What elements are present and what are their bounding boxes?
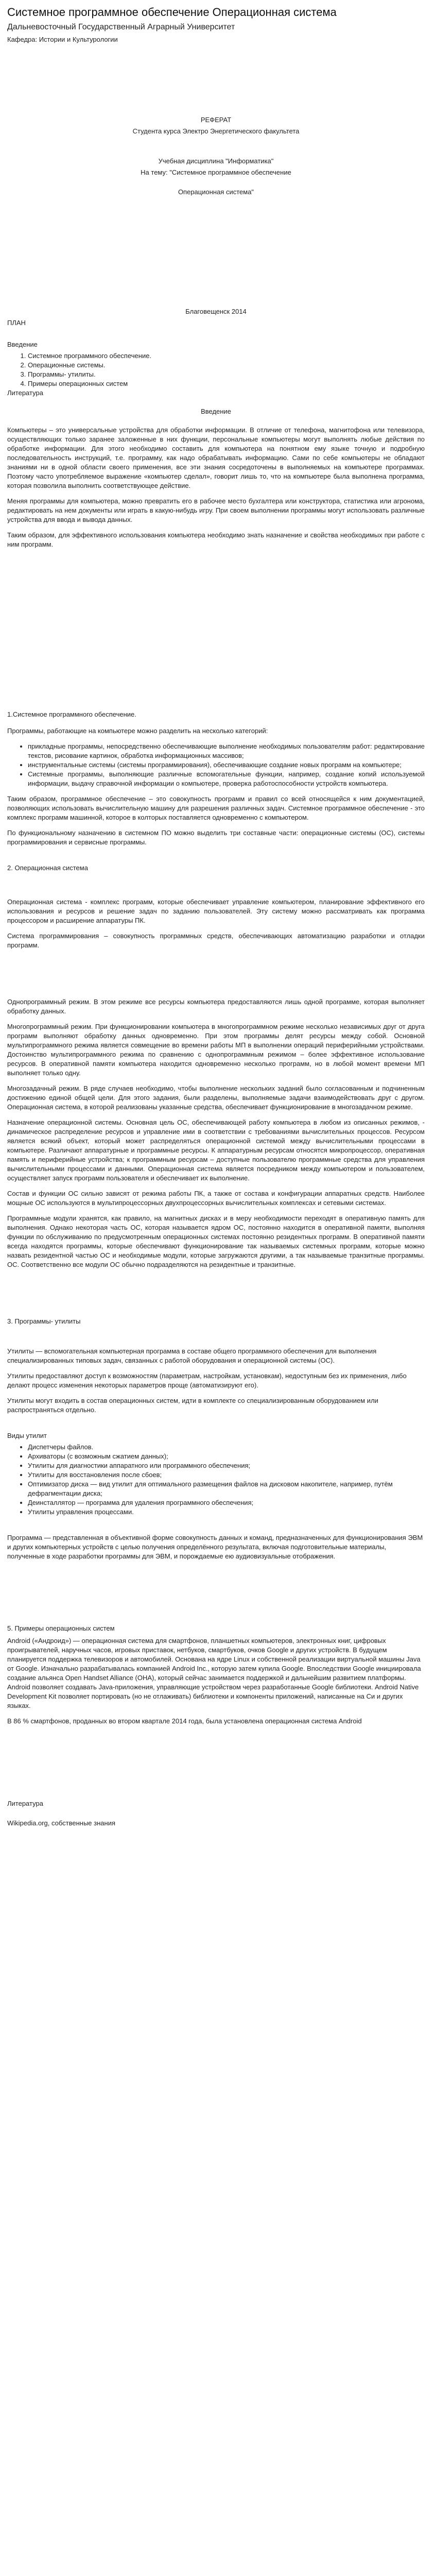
section3-paragraph: Утилиты — вспомогательная компьютерная программа в составе общего программного обеспечения для выполнения специализированных типовых задач, связанных с работой оборудования и операционной системы (ОС). xyxy=(7,1347,377,1364)
list-item: • Утилиты управления процессами. xyxy=(28,1507,425,1517)
utility-kinds-list xyxy=(7,1443,425,1517)
section1-paragraph: Программы, работающие на компьютере можно разделить на несколько категорий: xyxy=(7,727,268,735)
discipline-line: Учебная дисциплина "Информатика" xyxy=(158,157,274,165)
section2-paragraph: Программные модули хранятся, как правило, на магнитных дисках и в меру необходимости переходят в оперативную память для выполнения. Однако некоторая часть ОС, которая называется ядром ОС, постоянно находится в оперативной памяти, выполняя функции по обслуживанию по предусмотренным операционных системах постоянно резидентных программ. В оперативной памяти всегда находятся программы, которые обеспечивают функционирование так называемых системных программ, которые можно назвать резидентной частью ОС и необходимые модули, которые загружаются другими, а так называемые транзитные программы. ОС. Соответственно все модули ОС обычно подразделяются на резидентные и транзитные. xyxy=(7,1214,425,1268)
list-item: • Утилиты для восстановления после сбоев; xyxy=(28,1470,425,1480)
list-item: • Деинсталлятор — программа для удаления программного обеспечения; xyxy=(28,1498,425,1507)
section5-paragraph: В 86 % смартфонов, проданных во втором квартале 2014 года, была установлена операционная система Android xyxy=(7,1717,362,1725)
list-item: • Утилиты для диагностики аппаратного или программного обеспечения; xyxy=(28,1461,425,1470)
section1-paragraph: По функциональному назначению в системном ПО можно выделить три составные части: операционные системы (ОС), системы программирования и сервисные программы. xyxy=(7,829,425,846)
section2-paragraph: Многопрограммный режим. При функционировании компьютера в многопрограммном режиме несколько независимых друг от друга программ выполняют обработку данных одновременно. При этом программы делят ресурсы между собой. Основной мультипрограммного режима является совмещение во времени работы МП в выполнении операций периферийными устройствами. Достоинство мультипрограммного режима по сравнению с однопрограммным режимом – более эффективное использование ресурсов. В оперативной памяти компьютера находится одновременно несколько программ, но в любой момент времени МП выполняет только одну. xyxy=(7,1023,425,1077)
report-label: РЕФЕРАТ xyxy=(200,116,232,124)
spacer xyxy=(7,1276,425,1317)
section2-paragraph: Операционная система - комплекс программ, которые обеспечивает управление компьютером, планирование эффективного его использования и ресурсов и решение задач по заданию пользователей. Эту систему можно рассматривать как программа процессором и расширение аппаратуры ПК. xyxy=(7,898,425,924)
list-item: • прикладные программы, непосредственно обеспечивающие выполнение необходимых пользователям работ: редактирование текстов, рисование картинок, обработка информационных массивов; xyxy=(28,742,425,760)
section2-paragraph: Система программирования – совокупность программных средств, обеспечивающих автоматизацию разработки и отладки программ. xyxy=(7,932,425,949)
spacer xyxy=(7,1421,425,1431)
spacer xyxy=(7,1567,425,1624)
intro-heading: Введение xyxy=(201,408,231,415)
topic-line: На тему: "Системное программное обеспечение xyxy=(141,168,291,176)
spacer xyxy=(7,54,425,115)
toc-item: 3. Программы- утилиты. xyxy=(28,370,425,379)
section3-paragraph: Утилиты предоставляют доступ к возможностям (параметрам, настройкам, установкам), недоступным без их применения, либо делают процесс изменения некоторых параметров проще (автоматизируют его). xyxy=(7,1372,407,1389)
list-item: • Архиваторы (с возможным сжатием данных); xyxy=(28,1452,425,1461)
spacer xyxy=(7,199,425,307)
intro-paragraph: Таким образом, для эффективного использования компьютера необходимо знать назначение и свойства необходимых при работе с ним программ. xyxy=(7,531,425,548)
section5-paragraph: Android («Андроид») — операционная система для смартфонов, планшетных компьютеров, электронных книг, цифровых проигрывателей, наручных часов, игровых приставок, нетбуков, смартбуков, очков Google и других устройств. В будущем планируется поддержка телевизоров и автомобилей. Основана на ядре Linux и собственной реализации виртуальной машины Java от Google. Изначально разрабатывалась компанией Android Inc., которую затем купила Google. Впоследствии Google инициировала создание альянса Open Handset Alliance (OHA), который сейчас занимается поддержкой и дальнейшим развитием платформы. Android позволяет создавать Java-приложения, управляющие устройством через разработанные Google библиотеки. Android Native Development Kit позволяет портировать (но не отлаживать) библиотеки и компоненты приложений, написанные на Си и других языках. xyxy=(7,1637,421,1709)
section1-heading: 1.Системное программного обеспечение. xyxy=(7,710,136,718)
list-item: • инструментальные системы (системы программирования), обеспечивающие создание новых программ на компьютере; xyxy=(28,760,425,770)
student-line: Студента курса Электро Энергетического факультета xyxy=(132,127,300,135)
list-item: • Системные программы, выполняющие различные вспомогательные функции, например, создание копий используемой информации, выдачу справочной информации о компьютере, проверка работоспособности устройств компьютера. xyxy=(28,770,425,788)
spacer xyxy=(7,1523,425,1533)
list-item: • Оптимизатор диска — вид утилит для оптимального размещения файлов на дисковом накопителе, например, путём дефрагментации диска; xyxy=(28,1480,425,1498)
section3-paragraph: Утилиты могут входить в состав операционных систем, идти в комплекте со специализированным оборудованием или распространяться отдельно. xyxy=(7,1397,378,1414)
university-name: Дальневосточный Государственный Аграрный Университет xyxy=(7,23,235,31)
literature-heading: Литература xyxy=(7,1800,43,1807)
plan-heading: ПЛАН xyxy=(7,319,26,327)
section3-heading: 3. Программы- утилиты xyxy=(7,1317,81,1325)
spacer xyxy=(7,956,425,997)
toc-intro: Введение xyxy=(7,341,38,348)
list-item: • Диспетчеры файлов. xyxy=(28,1443,425,1452)
section2-heading: 2. Операционная система xyxy=(7,864,88,872)
program-categories-list xyxy=(7,742,425,788)
section2-paragraph: Состав и функции ОС сильно зависят от режима работы ПК, а также от состава и конфигурации аппаратных средств. Наиболее мощные ОС используются в мультипроцессорных двухпроцессорных вычислительных комплексах и сетевыми системах. xyxy=(7,1190,425,1207)
literature-source: Wikipedia.org, собственные знания xyxy=(7,1819,115,1827)
spacer xyxy=(7,853,425,863)
intro-paragraph: Компьютеры – это универсальные устройства для обработки информации. В отличие от телефона, магнитофона или телевизора, осуществляющих только заранее заложенные в них функции, персональные компьютеры могут выполнять любые действия по обработке информации. Для этого необходимо составить для компьютера на понятном ему языке точную и подробную последовательность инструкций, т.е. программу, как надо обрабатывать информацию. Сами по себе компьютеры не обладают знаниями ни в одной области своего применения, все эти знания сосредоточены в выполняемых на компьютере программах. Поэтому часто употребляемое выражение «компьютер сделал», говорит лишь то, что на компьютере была выполнена программа, которая позволила выполнить соответствующее действие. xyxy=(7,426,425,489)
toc-literature: Литература xyxy=(7,389,43,397)
city-year: Благовещенск 2014 xyxy=(185,308,247,315)
toc-list xyxy=(7,351,425,388)
section5-heading: 5. Примеры операционных систем xyxy=(7,1624,115,1632)
section2-paragraph: Однопрограммный режим. В этом режиме все ресурсы компьютера предоставляются лишь одной программе, которая выполняет обработку данных. xyxy=(7,998,425,1015)
utility-kinds-heading: Виды утилит xyxy=(7,1432,47,1439)
document-title: Системное программное обеспечение Операционная система xyxy=(7,6,337,19)
section2-paragraph: Назначение операционной системы. Основная цель ОС, обеспечивающей работу компьютера в любом из описанных режимов, - динамическое распределение ресурсов и управление ими в соответствии с требованиями вычислительных процессов. Ресурсом является всякий объект, который может распределяться операционной системой между вычислительными процессами в компьютере. Различают аппаратурные и программные ресурсы. К аппаратурным ресурсам относятся микропроцессор, оперативная память и периферийные устройства; к программным ресурсам – доступные пользователю программные средства для управления вычислительными процессами и данными. Операционная система является посредником между компьютером и пользователем, осуществляет запуск программ пользователя и обеспечивает их выполнение. xyxy=(7,1118,425,1182)
section3-paragraph: Программа — представленная в объективной форме совокупность данных и команд, предназначенных для функционирования ЭВМ и других компьютерных устройств с целью получения определённого результата, включая подготовительные материалы, полученные в ходе разработки программы для ЭВМ, и порождаемые ею аудиовизуальные отображения. xyxy=(7,1534,423,1560)
section2-paragraph: Многозадачный режим. В ряде случаев необходимо, чтобы выполнение нескольких заданий было согласованным и подчиненным достижению единой общей цели. Для этого задания, были разделены, выполняемые задачи взаимодействовать друг с другом. Операционная система, в которой реализованы указанные средства, обеспечивает функционирование в многозадачном режиме. xyxy=(7,1084,425,1111)
spacer xyxy=(7,555,425,710)
spacer xyxy=(7,1732,425,1799)
toc-item: 2. Операционные системы. xyxy=(28,361,425,370)
intro-paragraph: Меняя программы для компьютера, можно превратить его в рабочее место бухгалтера или конструктора, статистика или агронома, редактировать на нем документы или играть в какую-нибудь игру. При своем выполнении программы могут использовать различные устройства для ввода и вывода данных. xyxy=(7,497,425,523)
department-name: Кафедра: Истории и Культурологии xyxy=(7,36,118,43)
topic-continuation: Операционная система" xyxy=(178,188,254,196)
section1-paragraph: Таким образом, программное обеспечение – это совокупность программ и правил со всей относящейся к ним документацией, позволяющих использовать вычислительную машину для разрешения различных задач. Системное программное обеспечение - это комплекс программ машинной, которое в колтоpых поставляется одновременно с компьютером. xyxy=(7,795,425,821)
toc-item: 4. Примеры операционных систем xyxy=(28,379,425,388)
toc-item: 1. Системное программного обеспечение. xyxy=(28,351,425,361)
